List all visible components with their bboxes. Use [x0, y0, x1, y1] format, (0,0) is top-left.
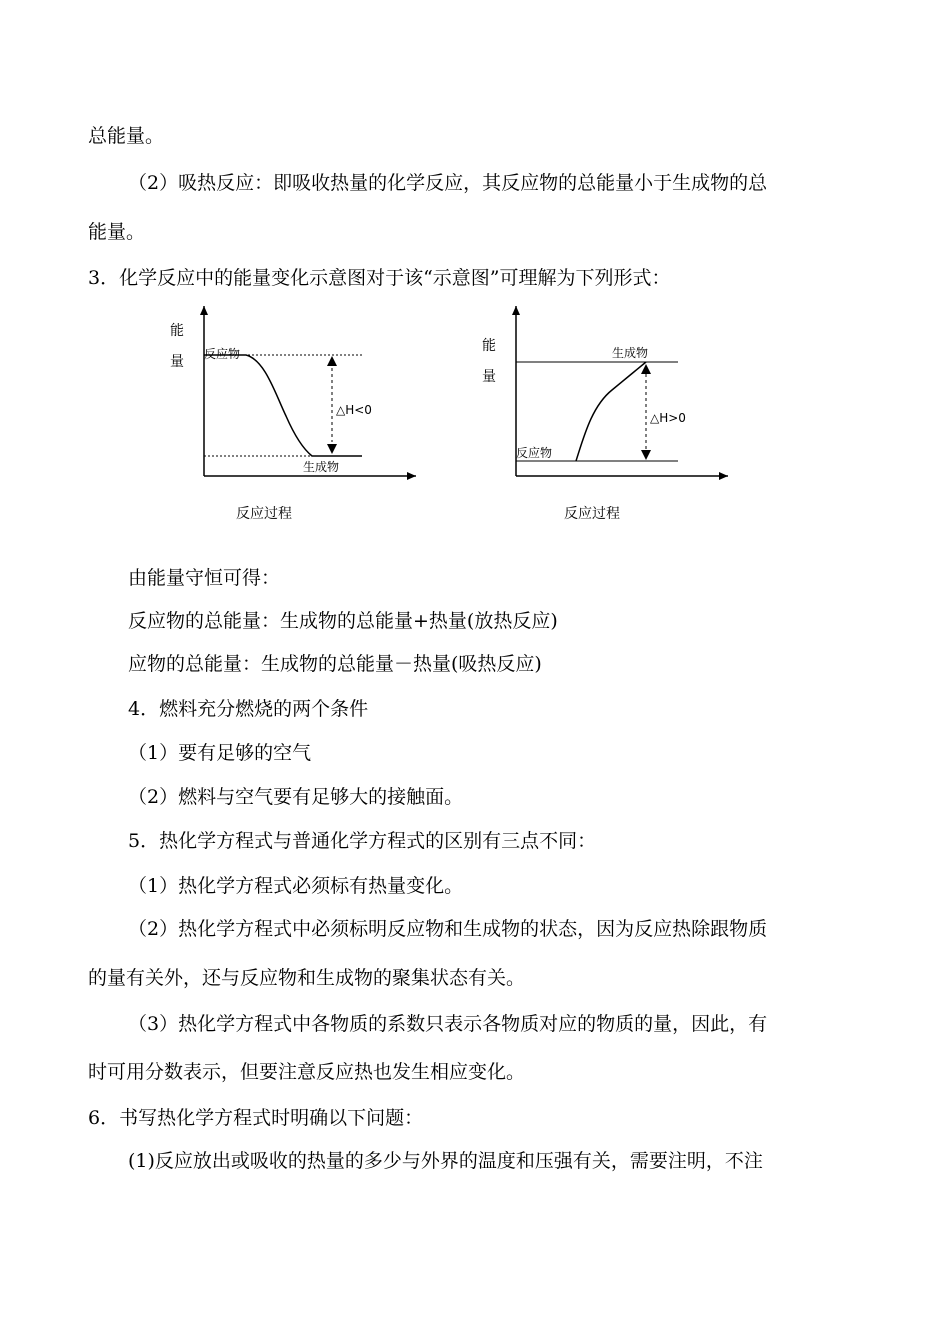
- product-label: 生成物: [612, 346, 649, 360]
- delta-h-arrowhead-up: [327, 356, 337, 366]
- text-line: 反应物的总能量：生成物的总能量+热量(放热反应): [128, 610, 558, 632]
- text-line: (1)反应放出或吸收的热量的多少与外界的温度和压强有关，需要注明，不注: [128, 1150, 763, 1172]
- delta-h-arrowhead-down: [327, 444, 337, 454]
- text-line: 应物的总能量：生成物的总能量－热量(吸热反应): [128, 653, 542, 675]
- text-line: 4．燃料充分燃烧的两个条件: [128, 698, 369, 720]
- text-line: （3）热化学方程式中各物质的系数只表示各物质对应的物质的量，因此，有: [128, 1013, 768, 1035]
- y-axis-label-2: 量: [170, 354, 184, 370]
- x-axis-label: 反应过程: [236, 506, 292, 522]
- text-line: 时可用分数表示，但要注意反应热也发生相应变化。: [88, 1061, 526, 1083]
- y-axis-label-1: 能: [482, 338, 496, 354]
- text-line: 6．书写热化学方程式时明确以下问题：: [88, 1107, 424, 1129]
- delta-h-label: △H>0: [650, 411, 686, 425]
- exothermic-diagram: [170, 306, 416, 522]
- reactant-label: 反应物: [516, 446, 553, 460]
- text-line: （2）燃料与空气要有足够大的接触面。: [128, 786, 464, 808]
- reactant-label: 反应物: [204, 347, 241, 361]
- product-label: 生成物: [303, 460, 340, 474]
- text-line: （1）要有足够的空气: [128, 742, 312, 764]
- text-line: 能量。: [88, 221, 146, 243]
- text-line: 由能量守恒可得：: [128, 567, 281, 589]
- y-axis-label-1: 能: [170, 323, 184, 339]
- text-line: 总能量。: [88, 125, 165, 147]
- delta-h-label: △H<0: [336, 403, 372, 417]
- energy-diagrams-figure: [150, 298, 770, 532]
- delta-h-arrowhead-down: [641, 450, 651, 460]
- endothermic-diagram: [482, 306, 728, 522]
- text-line: （2）热化学方程式中必须标明反应物和生成物的状态，因为反应热除跟物质: [128, 918, 768, 940]
- text-line: （2）吸热反应：即吸收热量的化学反应，其反应物的总能量小于生成物的总: [128, 172, 768, 194]
- text-line: 5．热化学方程式与普通化学方程式的区别有三点不同：: [128, 830, 597, 852]
- text-line: （1）热化学方程式必须标有热量变化。: [128, 875, 464, 897]
- text-line: 3．化学反应中的能量变化示意图对于该“示意图”可理解为下列形式：: [88, 267, 671, 289]
- y-axis-label-2: 量: [482, 369, 496, 385]
- text-line: 的量有关外，还与反应物和生成物的聚集状态有关。: [88, 967, 526, 989]
- energy-curve: [576, 362, 646, 461]
- x-axis-label: 反应过程: [564, 506, 620, 522]
